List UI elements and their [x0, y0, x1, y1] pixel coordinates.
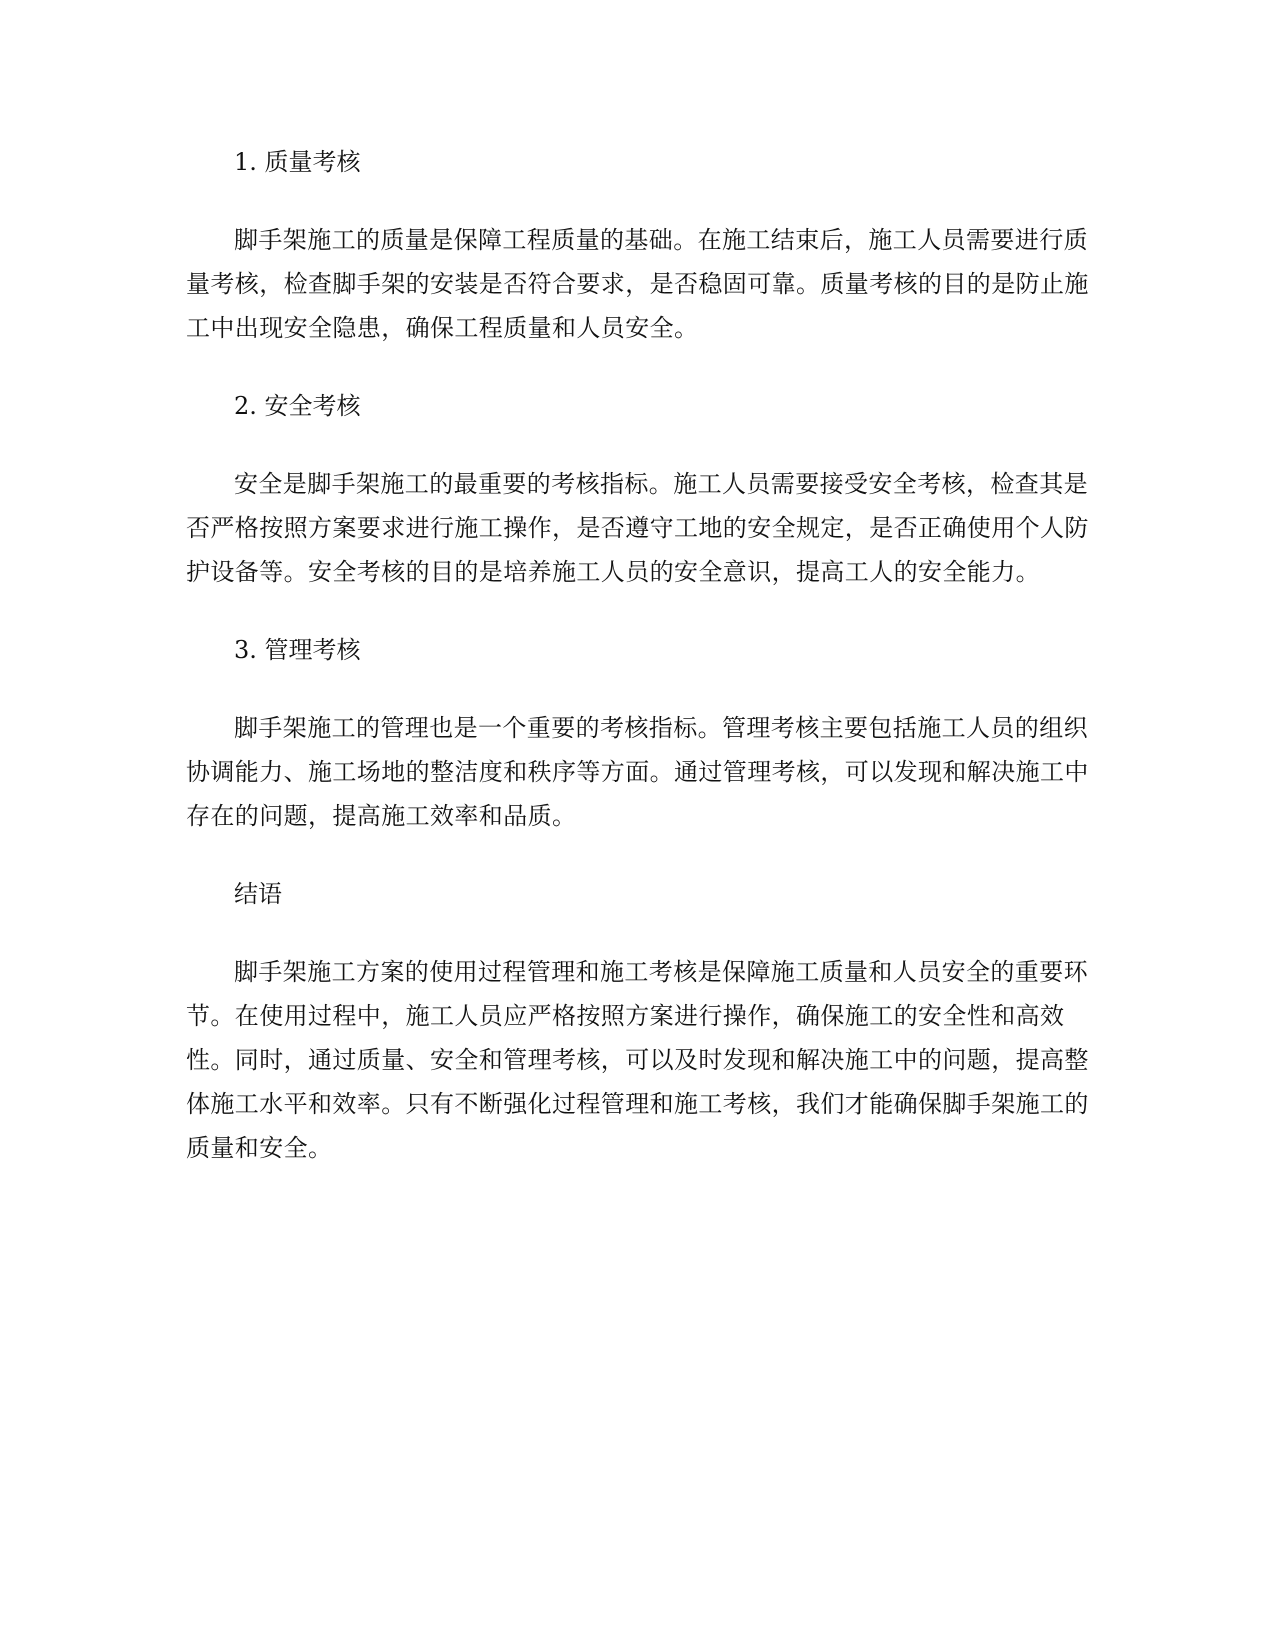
section-heading-conclusion: 结语 — [234, 880, 282, 908]
section-paragraph-safety: 安全是脚手架施工的最重要的考核指标。施工人员需要接受安全考核，检查其是否严格按照方案要求进行施工操作，是否遵守工地的安全规定，是否正确使用个人防护设备等。安全考核的目的是培养施工人员的安全意识，提高工人的安全能力。 — [186, 470, 1089, 586]
section-paragraph-conclusion: 脚手架施工方案的使用过程管理和施工考核是保障施工质量和人员安全的重要环节。在使用过程中，施工人员应严格按照方案进行操作，确保施工的安全性和高效性。同时，通过质量、安全和管理考核，可以及时发现和解决施工中的问题，提高整体施工水平和效率。只有不断强化过程管理和施工考核，我们才能确保脚手架施工的质量和安全。 — [186, 958, 1089, 1162]
section-heading-management: 3. 管理考核 — [234, 636, 361, 664]
document-body — [186, 140, 1090, 1204]
section-paragraph-quality: 脚手架施工的质量是保障工程质量的基础。在施工结束后，施工人员需要进行质量考核，检查脚手架的安装是否符合要求，是否稳固可靠。质量考核的目的是防止施工中出现安全隐患，确保工程质量和人员安全。 — [186, 226, 1089, 342]
section-heading-quality: 1. 质量考核 — [234, 148, 361, 176]
section-paragraph-management: 脚手架施工的管理也是一个重要的考核指标。管理考核主要包括施工人员的组织协调能力、施工场地的整洁度和秩序等方面。通过管理考核，可以发现和解决施工中存在的问题，提高施工效率和品质。 — [186, 714, 1089, 830]
section-heading-safety: 2. 安全考核 — [234, 392, 361, 420]
